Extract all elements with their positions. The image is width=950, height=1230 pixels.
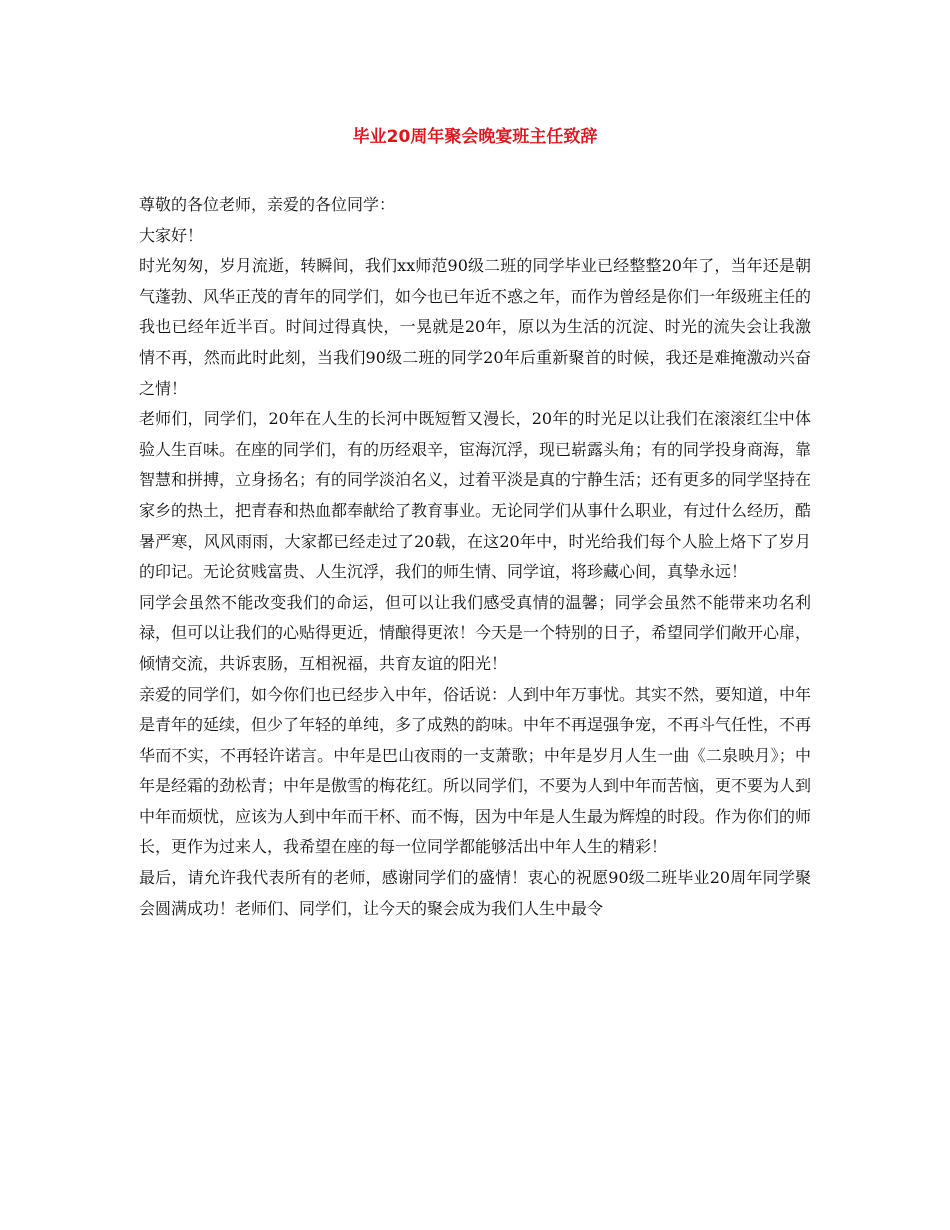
paragraph-salutation: 尊敬的各位老师，亲爱的各位同学： bbox=[139, 195, 396, 214]
paragraph-middle-age: 亲爱的同学们，如今你们也已经步入中年，俗话说：人到中年万事忧。其实不然，要知道，中年是青年的延续，但少了年轻的单纯，多了成熟的韵味。中年不再逞强争宠，不再斗气任性，不再华而不实，不再轻许诺言。中年是巴山夜雨的一支萧歌；中年是岁月人生一曲《二泉映月》；中年是经霜的劲松青；中年是傲雪的梅花红。所以同学们，不要为人到中年而苦恼，更不要为人到中年而烦忧，应该为人到中年而干杯、而不悔，因为中年是人生最为辉煌的时段。作为你们的师长，更作为过来人，我希望在座的每一位同学都能够活出中年人生的精彩！ bbox=[139, 684, 812, 857]
paragraph-intro: 时光匆匆，岁月流逝，转瞬间，我们xx师范90级二班的同学毕业已经整整20年了，当年还是朝气蓬勃、风华正茂的青年的同学们，如今也已年近不惑之年，而作为曾经是你们一年级班主任的我也已经年近半百。时间过得真快，一晃就是20年，原以为生活的沉淀、时光的流失会让我激情不再，然而此时此刻，当我们90级二班的同学20年后重新聚首的时候，我还是难掩激动兴奋之情！ bbox=[139, 256, 812, 398]
paragraph-twenty-years: 老师们，同学们，20年在人生的长河中既短暂又漫长，20年的时光足以让我们在滚滚红尘中体验人生百味。在座的同学们，有的历经艰辛，宦海沉浮，现已崭露头角；有的同学投身商海，靠智慧和拼搏，立身扬名；有的同学淡泊名义，过着平淡是真的宁静生活；还有更多的同学坚持在家乡的热土，把青春和热血都奉献给了教育事业。无论同学们从事什么职业，有过什么经历，酷暑严寒，风风雨雨，大家都已经走过了20载，在这20年中，时光给我们每个人脸上烙下了岁月的印记。无论贫贱富贵、人生沉浮，我们的师生情、同学谊，将珍藏心间，真挚永远！ bbox=[139, 409, 812, 582]
paragraph-closing: 最后，请允许我代表所有的老师，感谢同学们的盛情！衷心的祝愿90级二班毕业20周年同学聚会圆满成功！老师们、同学们，让今天的聚会成为我们人生中最令 bbox=[139, 868, 811, 918]
paragraph-reunion: 同学会虽然不能改变我们的命运，但可以让我们感受真情的温馨；同学会虽然不能带来功名利禄，但可以让我们的心贴得更近，情酿得更浓！今天是一个特别的日子，希望同学们敞开心扉，倾情交流，共诉衷肠，互相祝福，共育友谊的阳光！ bbox=[139, 592, 812, 673]
document-body bbox=[139, 190, 811, 924]
paragraph-greeting: 大家好！ bbox=[139, 225, 204, 245]
document-title: 毕业20周年聚会晚宴班主任致辞 bbox=[352, 127, 598, 147]
